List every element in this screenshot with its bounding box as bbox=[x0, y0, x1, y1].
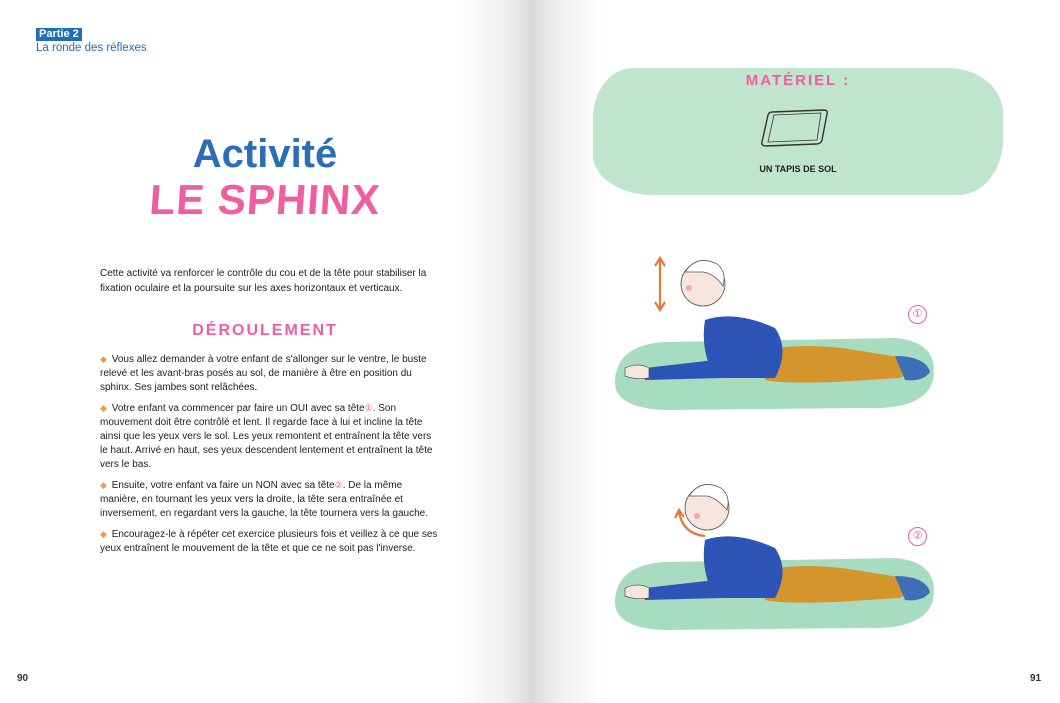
bullet-icon: ◆ bbox=[100, 403, 107, 413]
step-text-cont: . Son mouvement doit être contrôlé et lent. Il regarde face à lui et incline la tête ainsi que les yeux vers le sol. Les yeux remontent et entraînent la tête vers le haut. Arrivé en haut, ses yeux descendent lentement et entraînent la tête vers le bas. bbox=[100, 403, 433, 470]
step-4 bbox=[100, 527, 440, 556]
figure-number-2: ② bbox=[908, 527, 927, 546]
materiel-box bbox=[593, 68, 1003, 195]
bullet-icon: ◆ bbox=[100, 354, 107, 364]
sphinx-illustration-2 bbox=[605, 470, 945, 635]
step-3 bbox=[100, 478, 440, 521]
mat-icon bbox=[758, 106, 834, 150]
bullet-icon: ◆ bbox=[100, 480, 107, 490]
step-text: Ensuite, votre enfant va faire un NON avec sa tête bbox=[111, 480, 335, 491]
step-text: Votre enfant va commencer par faire un OUI avec sa tête bbox=[111, 403, 365, 414]
step-text: Vous allez demander à votre enfant de s'allonger sur le ventre, le buste relevé et les avant-bras posés au sol, de manière à être en position du sphinx. Ses jambes sont relâchées. bbox=[100, 354, 427, 393]
activity-title: Activité bbox=[192, 132, 338, 176]
step-ref-2: ② bbox=[334, 480, 343, 490]
step-text: Encouragez-le à répéter cet exercice plusieurs fois et veillez à ce que ses yeux entraînent le mouvement de la tête et que ce ne soit pas l'inverse. bbox=[100, 529, 438, 554]
materiel-title: MATÉRIEL : bbox=[745, 72, 851, 89]
part-header bbox=[36, 24, 147, 55]
page-number-right: 91 bbox=[1030, 673, 1042, 684]
page-number-left: 90 bbox=[17, 673, 29, 684]
activity-name: LE SPHINX bbox=[148, 176, 383, 223]
step-2 bbox=[100, 401, 440, 472]
step-ref-1: ① bbox=[364, 403, 373, 413]
deroulement-title: DÉROULEMENT bbox=[192, 322, 338, 339]
sphinx-illustration-1 bbox=[605, 250, 945, 415]
steps-list bbox=[100, 352, 440, 562]
bullet-icon: ◆ bbox=[100, 529, 107, 539]
part-label: Partie 2 bbox=[36, 28, 82, 41]
figure-number-1: ① bbox=[908, 305, 927, 324]
step-1 bbox=[100, 352, 440, 395]
step-text-cont: . De la même manière, en tournant les yeux vers la droite, la tête sera entraînée et inversement, en regardant vers la gauche, la tête tournera vers la gauche. bbox=[100, 480, 428, 519]
part-subtitle: La ronde des réflexes bbox=[36, 42, 147, 54]
materiel-item: UN TAPIS DE SOL bbox=[759, 164, 837, 174]
intro-paragraph: Cette activité va renforcer le contrôle du cou et de la tête pour stabiliser la fixation oculaire et la poursuite sur les axes horizontaux et verticaux. bbox=[100, 268, 427, 294]
